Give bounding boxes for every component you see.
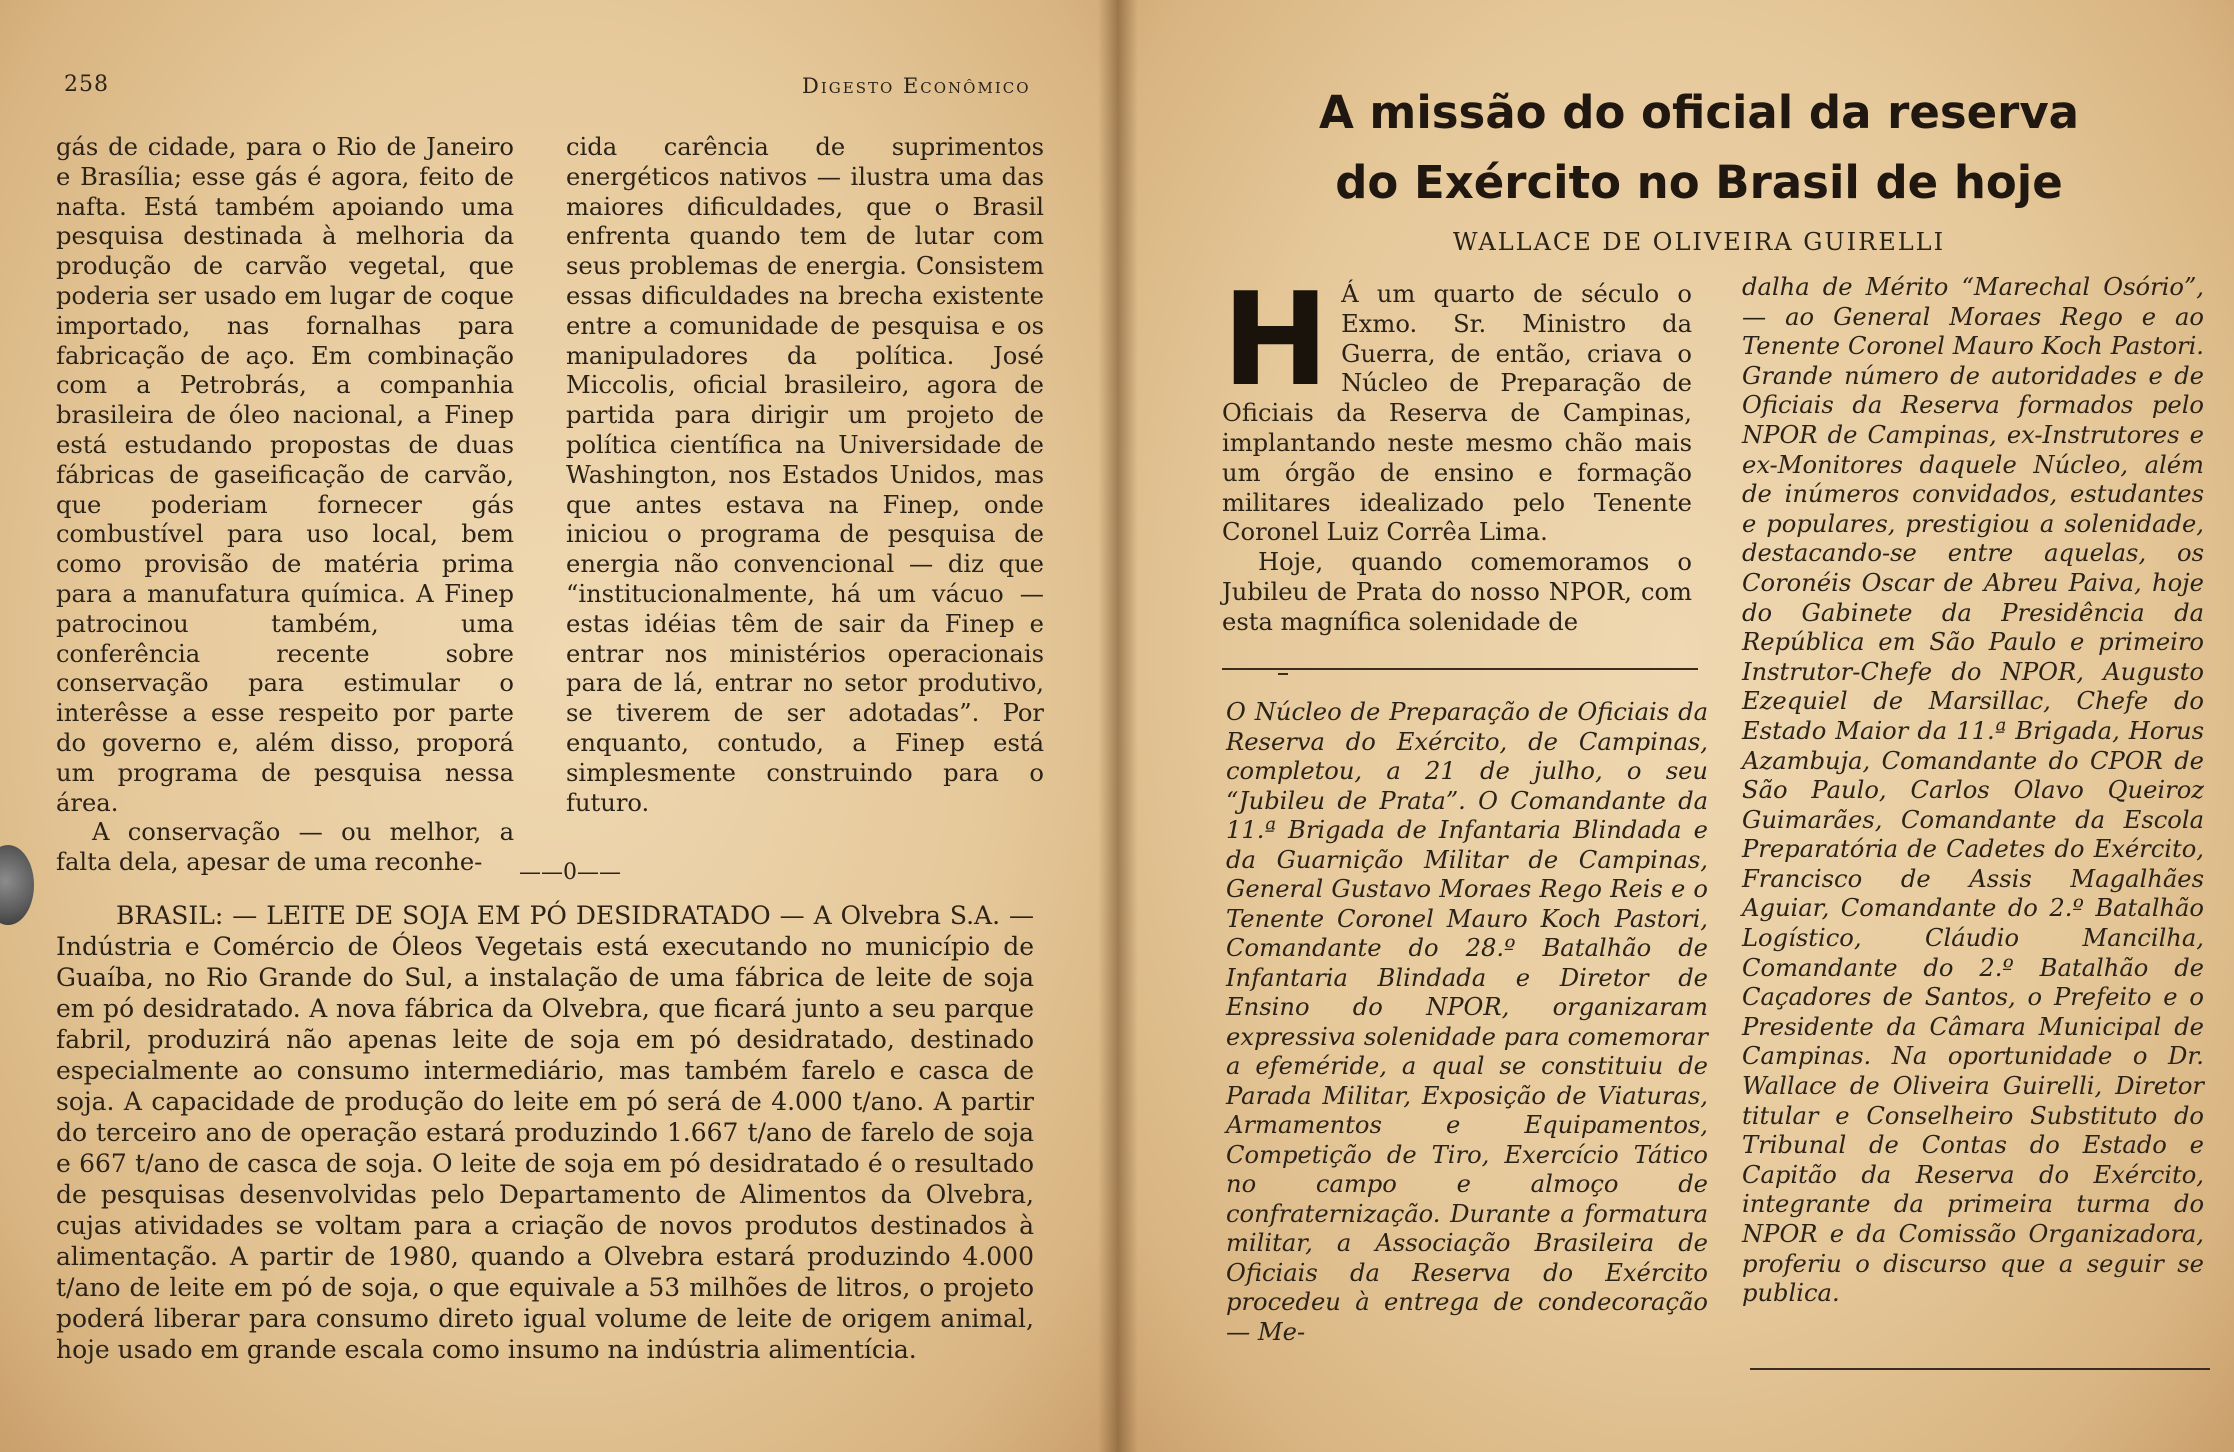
drop-cap: H [1222, 266, 1330, 415]
news-item [56, 900, 1034, 1365]
paragraph: gás de cidade, para o Rio de Janeiro e Brasília; esse gás é agora, feito de nafta. Está também apoiando uma pesquisa destinada à melhoria da produção de carvão vegetal, que poderia ser usado em lugar de coque importado, nas fornalhas para fabricação de aço. Em combinação com a Petrobrás, a companhia brasileira de óleo nacional, a Finep está estudando propostas de duas fábricas de gaseificação de carvão, que poderiam fornecer gás combustível para uso local, bem como provisão de matéria prima para a manufatura química. A Finep patrocinou também, uma conferência recente sobre conservação para estimular o interêsse a esse respeito por parte do governo e, além disso, proporá um programa de pesquisa nessa área. [56, 133, 514, 817]
summary-paragraph: O Núcleo de Preparação de Oficiais da Reserva do Exército, de Campinas, completou, a 21 de julho, o seu “Jubileu de Prata”. O Comandante da 11.ª Brigada de Infantaria Blindada e da Guarnição Militar de Campinas, General Gustavo Moraes Rego Reis e o Tenente Coronel Mauro Koch Pastori, Comandante do 28.º Batalhão de Infantaria Blindada e Diretor de Ensino do NPOR, organizaram expressiva solenidade para comemorar a efeméride, a qual se constituiu de Parada Militar, Exposição de Viaturas, Armamentos e Equipamentos, Competição de Tiro, Exercício Tático no campo e almoço de confraternização. Durante a formatura militar, a Associação Brasileira de Oficiais da Reserva do Exército procedeu à entrega de condecoração — Me- [1226, 698, 1708, 1346]
end-rule [1750, 1368, 2210, 1370]
intro-text: Á um quarto de século o Exmo. Sr. Ministro da Guerra, de então, criava o Núcleo de Preparação de Oficiais da Reserva de Campinas, implantando neste mesmo chão mais um órgão de ensino e formação militares idealizado pelo Tenente Coronel Luiz Corrêa Lima. [1222, 280, 1692, 547]
article-title [1224, 78, 2174, 218]
section-separator: ——0—— [519, 860, 621, 885]
news-paragraph: BRASIL: — LEITE DE SOJA EM PÓ DESIDRATADO — A Olvebra S.A. — Indústria e Comércio de Óleos Vegetais está executando no município de Guaíba, no Rio Grande do Sul, a instalação de uma fábrica de leite de soja em pó desidratado. A nova fábrica da Olvebra, que ficará junto a seu parque fabril, produzirá não apenas leite de soja em pó desidratado, destinado especialmente ao consumo intermediário, mas também farelo e casca de soja. A capacidade de produção do leite em pó será de 4.000 t/ano. A partir do terceiro ano de operação estará produzindo 1.667 t/ano de farelo de soja e 667 t/ano de casca de soja. O leite de soja em pó desidratado é o resultado de pesquisas desenvolvidas pelo Departamento de Alimentos da Olvebra, cujas atividades se voltam para a criação de novos produtos destinados à alimentação. A partir de 1980, quando a Olvebra estará produzindo 4.000 t/ano de leite em pó de soja, o que equivale a 53 milhões de litros, o projeto poderá liberar para consumo direto igual volume de leite de origem animal, hoje usado em grande escala como insumo na indústria alimentícia. [56, 901, 1034, 1364]
summary-paragraph: dalha de Mérito “Marechal Osório”, — ao General Moraes Rego e ao Tenente Coronel Mauro Koch Pastori. Grande número de autoridades e de Oficiais da Reserva formados pelo NPOR de Campinas, ex-Instrutores e ex-Monitores daquele Núcleo, além de inúmeros convidados, estudantes e populares, prestigiou a solenidade, destacando-se entre aquelas, os Coronéis Oscar de Abreu Paiva, hoje do Gabinete da Presidência da República em São Paulo e primeiro Instrutor-Chefe do NPOR, Augusto Ezequiel de Marsillac, Chefe do Estado Maior da 11.ª Brigada, Horus Azambuja, Comandante do CPOR de São Paulo, Carlos Olavo Queiroz Guimarães, Comandante da Escola Preparatória de Cadetes do Exército, Francisco de Assis Magalhães Aguiar, Comandante do 2.º Batalhão Logístico, Cláudio Mancilha, Comandante do 2.º Batalhão de Caçadores de Santos, o Prefeito e o Presidente da Câmara Municipal de Campinas. Na oportunidade o Dr. Wallace de Oliveira Guirelli, Diretor titular e Conselheiro Substituto do Tribunal de Contas do Estado e Capitão da Reserva do Exército, integrante da primeira turma do NPOR e da Comissão Organizadora, proferiu o discurso que a seguir se publica. [1742, 273, 2204, 1308]
left-column-1 [56, 133, 514, 878]
section-rule [1222, 668, 1698, 670]
left-column-2 [566, 133, 1044, 818]
paragraph: cida carência de suprimentos energéticos nativos — ilustra uma das maiores dificuldades, que o Brasil enfrenta quando tem de lutar com seus problemas de energia. Consistem essas dificuldades na brecha existente entre a comunidade de pesquisa e os manipuladores da política. José Miccolis, oficial brasileiro, agora de partida para dirigir um projeto de política científica na Universidade de Washington, nos Estados Unidos, mas que antes estava na Finep, onde iniciou o programa de pesquisa de energia não convencional — diz que “institucionalmente, há um vácuo — estas idéias têm de sair da Finep e entrar nos ministérios operacionais para de lá, entrar no setor produtivo, se tiverem de ser adotadas”. Por enquanto, contudo, a Finep está simplesmente construindo para o futuro. [566, 133, 1044, 817]
right-column-1-summary [1226, 698, 1708, 1347]
paragraph: Hoje, quando comemoramos o Jubileu de Prata do nosso NPOR, com esta magnífica solenidade de [1222, 548, 1692, 636]
right-column-2-summary [1742, 273, 2204, 1309]
right-column-1-intro [1222, 266, 1692, 638]
running-head: Digesto Econômico [802, 74, 1031, 98]
paragraph: A conservação — ou melhor, a falta dela, apesar de uma reconhe- [56, 818, 514, 877]
title-line-2: do Exército no Brasil de hoje [1335, 156, 2063, 209]
rule-tick [1278, 673, 1288, 675]
article-author: WALLACE DE OLIVEIRA GUIRELLI [1452, 228, 1946, 256]
title-line-1: A missão do oficial da reserva [1318, 86, 2080, 139]
intro-paragraph [1222, 266, 1692, 548]
binder-clip [0, 845, 34, 925]
book-gutter [1098, 0, 1138, 1452]
page-number: 258 [64, 72, 109, 97]
